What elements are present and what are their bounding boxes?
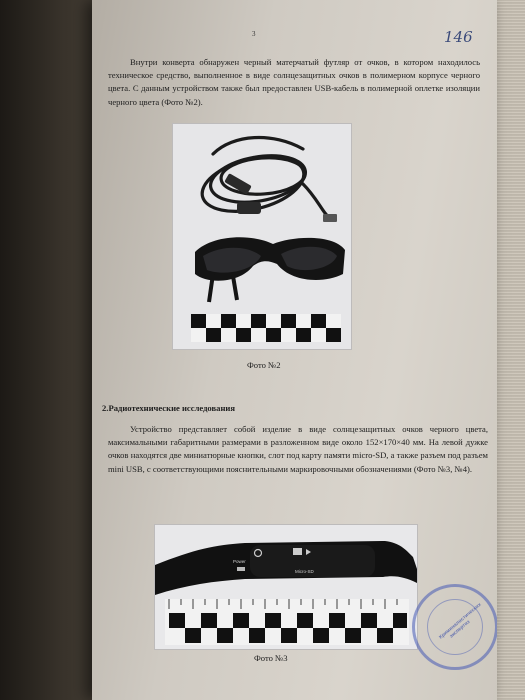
stamp-text: Криминалистических экспертиз [438,601,483,641]
section-heading-radiotechnical: 2.Радиотехнические исследования [102,403,236,413]
power-label: Power [233,559,246,564]
page-number: 3 [252,30,256,38]
paragraph-envelope-contents: Внутри конверта обнаружен черный матерчатый футляр от очков, в котором находилось техническое средство, выполненное в виде солнцезащитных очков в полимерном корпусе черного цвета. С данным устройством также был предоставлен USB-кабель в полимерной оплетке изоляции черного цвета (Фото №2). [108,57,480,107]
official-stamp [412,584,497,670]
microsd-label: Micro-SD [295,569,314,574]
scale-ruler [165,599,409,645]
document-page [92,0,497,700]
paragraph-device-description: Устройство представляет собой изделие в виде солнцезащитных очков черного цвета, максимальными габаритными размерами в разложенном виде около 152×170×40 мм. На левой дужке очков находятся две миниатюрные кнопки, слот под карту памяти micro-SD, а также разъем под разъем mini USB, с соответствующими пояснительными маркировочными обозначениями (Фото №3, №4). [108,424,488,474]
photo-caption-2: Фото №2 [247,360,281,370]
glasses-cable-illustration [173,124,351,349]
photo-caption-3: Фото №3 [254,653,288,663]
photo-glasses-and-cable [172,123,352,350]
temple-closeup-illustration [155,525,417,649]
scale-ruler [191,314,341,342]
handwritten-page-number: 146 [444,28,473,46]
photo-glasses-temple-closeup [154,524,418,650]
